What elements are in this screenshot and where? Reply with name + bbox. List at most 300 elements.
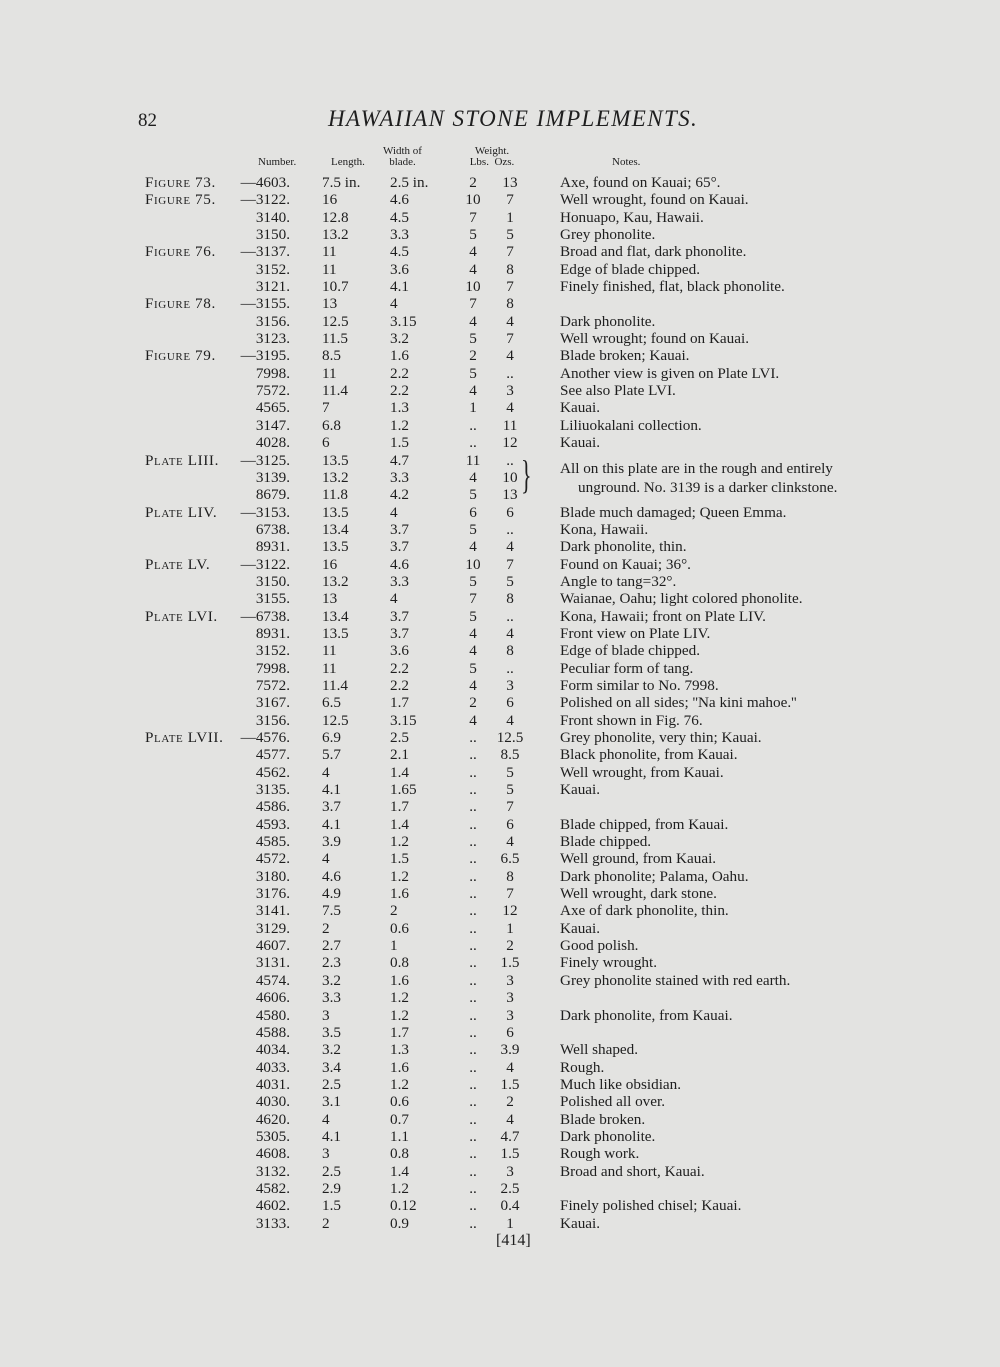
- cell-lbs: 10: [465, 278, 481, 296]
- cell-num: 3121.: [255, 278, 290, 296]
- cell-num: —3155.: [240, 295, 290, 313]
- cell-num: —4603.: [240, 174, 290, 191]
- cell-wid: 1.3: [390, 1041, 409, 1059]
- cell-lbs: ..: [469, 885, 477, 903]
- table-row: [0, 625, 1000, 642]
- table-row: [0, 920, 1000, 937]
- cell-lbs: ..: [469, 416, 477, 434]
- cell-len: 3.3: [322, 989, 341, 1007]
- cell-lbs: ..: [469, 746, 477, 764]
- cell-lbs: 4: [469, 382, 477, 400]
- cell-num: 7998.: [255, 364, 290, 382]
- cell-lbs: 5: [469, 572, 477, 590]
- cell-ozs: 7: [506, 330, 514, 348]
- cell-wid: 4.1: [390, 278, 409, 296]
- cell-wid: 1.7: [390, 694, 409, 712]
- cell-num: 3152.: [255, 260, 290, 278]
- cell-num: 3152.: [255, 642, 290, 660]
- cell-lbs: 5: [469, 226, 477, 244]
- cell-ozs: 5: [506, 781, 514, 799]
- cell-note: Front shown in Fig. 76.: [560, 711, 703, 729]
- cell-num: 4620.: [255, 1110, 290, 1128]
- cell-note: Finely wrought.: [560, 954, 658, 972]
- table-row: [0, 1093, 1000, 1110]
- cell-ozs: 0.4: [500, 1197, 520, 1215]
- cell-note: Kona, Hawaii; front on Plate LIV.: [560, 607, 766, 625]
- cell-note: Blade much damaged; Queen Emma.: [560, 503, 787, 521]
- cell-note: Rough.: [560, 1058, 605, 1076]
- cell-ozs: ..: [506, 451, 514, 469]
- cell-wid: 1.7: [390, 1023, 409, 1041]
- cell-wid: 1.4: [390, 815, 409, 833]
- cell-lbs: ..: [469, 1041, 477, 1059]
- table-row: [0, 694, 1000, 711]
- cell-ozs: 4: [506, 1110, 514, 1128]
- cell-wid: 1.6: [390, 885, 409, 903]
- cell-wid: 1: [390, 937, 398, 955]
- cell-ozs: 2: [506, 1093, 514, 1111]
- cell-ozs: 2: [506, 937, 514, 955]
- cell-num: 3141.: [255, 902, 290, 920]
- table-row: [0, 469, 1000, 486]
- cell-len: 3.2: [322, 971, 341, 989]
- cell-lbs: ..: [469, 902, 477, 920]
- cell-note: Blade chipped, from Kauai.: [560, 815, 729, 833]
- table-row: [0, 764, 1000, 781]
- cell-ozs: 7: [506, 798, 514, 816]
- cell-label: Figure 79.: [145, 347, 216, 365]
- cell-note: Another view is given on Plate LVI.: [560, 364, 780, 382]
- cell-wid: 1.2: [390, 1179, 409, 1197]
- table-row: [0, 538, 1000, 555]
- cell-wid: 2.2: [390, 364, 409, 382]
- cell-num: 4607.: [255, 937, 290, 955]
- cell-len: 3.5: [322, 1023, 341, 1041]
- cell-wid: 4.2: [390, 486, 409, 504]
- cell-ozs: 3: [506, 676, 514, 694]
- cell-num: 3131.: [255, 954, 290, 972]
- table-row: [0, 660, 1000, 677]
- cell-ozs: 1.5: [500, 1145, 520, 1163]
- cell-num: 4030.: [255, 1093, 290, 1111]
- cell-num: 3133.: [255, 1214, 290, 1232]
- cell-num: 6738.: [255, 520, 290, 538]
- cell-note: Well wrought, from Kauai.: [560, 763, 724, 781]
- table-row: [0, 1215, 1000, 1232]
- cell-len: 13.5: [322, 538, 349, 556]
- cell-lbs: 11: [465, 451, 481, 469]
- column-header-ozs: Ozs.: [494, 156, 515, 168]
- cell-lbs: 7: [469, 295, 477, 313]
- cell-ozs: 4: [506, 347, 514, 365]
- cell-len: 4.1: [322, 815, 341, 833]
- cell-num: 4580.: [255, 1006, 290, 1024]
- cell-wid: 3.15: [390, 711, 417, 729]
- cell-ozs: 13: [502, 174, 518, 191]
- table-row: [0, 243, 1000, 260]
- cell-ozs: 1: [506, 1214, 514, 1232]
- cell-wid: 3.7: [390, 538, 409, 556]
- cell-num: 3167.: [255, 694, 290, 712]
- cell-num: 3176.: [255, 885, 290, 903]
- cell-num: 4588.: [255, 1023, 290, 1041]
- cell-ozs: 3: [506, 1006, 514, 1024]
- cell-label: Figure 78.: [145, 295, 216, 313]
- cell-len: 4: [322, 763, 330, 781]
- cell-len: 11.4: [322, 676, 349, 694]
- cell-len: 2.9: [322, 1179, 341, 1197]
- table-row: [0, 261, 1000, 278]
- table-row: [0, 434, 1000, 451]
- cell-wid: 1.2: [390, 867, 409, 885]
- table-row: [0, 399, 1000, 416]
- cell-lbs: 10: [465, 191, 481, 209]
- cell-ozs: 7: [506, 885, 514, 903]
- cell-len: 11: [322, 260, 337, 278]
- table-row: [0, 209, 1000, 226]
- cell-wid: 4: [390, 590, 398, 608]
- cell-num: 8931.: [255, 538, 290, 556]
- cell-ozs: 4.7: [500, 1127, 520, 1145]
- cell-lbs: 1: [469, 399, 477, 417]
- cell-wid: 0.6: [390, 919, 409, 937]
- cell-note: Well wrought, found on Kauai.: [560, 191, 749, 209]
- cell-wid: 1.6: [390, 1058, 409, 1076]
- cell-wid: 3.6: [390, 260, 409, 278]
- cell-lbs: 6: [469, 503, 477, 521]
- table-row: [0, 452, 1000, 469]
- cell-wid: 3.3: [390, 468, 409, 486]
- cell-ozs: 11: [502, 416, 518, 434]
- cell-lbs: ..: [469, 1023, 477, 1041]
- cell-ozs: 8.5: [500, 746, 520, 764]
- cell-ozs: 4: [506, 399, 514, 417]
- cell-ozs: 7: [506, 278, 514, 296]
- cell-note: Finely finished, flat, black phonolite.: [560, 278, 785, 296]
- table-row: [0, 313, 1000, 330]
- cell-ozs: 12: [502, 434, 518, 452]
- cell-num: 7572.: [255, 382, 290, 400]
- cell-len: 2.3: [322, 954, 341, 972]
- cell-note: Black phonolite, from Kauai.: [560, 746, 738, 764]
- cell-note: Angle to tang=32°.: [560, 572, 677, 590]
- cell-label: Plate LIV.: [145, 503, 218, 521]
- table-row: [0, 642, 1000, 659]
- cell-lbs: 5: [469, 364, 477, 382]
- cell-lbs: ..: [469, 798, 477, 816]
- cell-wid: 0.6: [390, 1093, 409, 1111]
- table-row: [0, 972, 1000, 989]
- cell-wid: 1.5: [390, 850, 409, 868]
- cell-ozs: 3: [506, 971, 514, 989]
- cell-lbs: ..: [469, 833, 477, 851]
- cell-ozs: 13: [502, 486, 518, 504]
- cell-len: 6.9: [322, 729, 341, 746]
- cell-len: 13.5: [322, 624, 349, 642]
- table-row: [0, 1007, 1000, 1024]
- cell-len: 16: [322, 555, 338, 573]
- plate-liii-brace: }: [521, 452, 532, 497]
- table-row: [0, 295, 1000, 312]
- cell-ozs: ..: [506, 520, 514, 538]
- cell-note: Polished all over.: [560, 1093, 666, 1111]
- cell-note: See also Plate LVI.: [560, 382, 676, 400]
- cell-len: 4.6: [322, 867, 341, 885]
- table-row: [0, 781, 1000, 798]
- cell-len: 3.9: [322, 833, 341, 851]
- cell-num: 4582.: [255, 1179, 290, 1197]
- cell-ozs: 6: [506, 694, 514, 712]
- cell-wid: 2.2: [390, 676, 409, 694]
- cell-ozs: 2.5: [500, 1179, 520, 1197]
- cell-num: 3147.: [255, 416, 290, 434]
- cell-note: Well ground, from Kauai.: [560, 850, 717, 868]
- cell-len: 11: [322, 364, 337, 382]
- cell-len: 11.8: [322, 486, 349, 504]
- table-row: [0, 556, 1000, 573]
- cell-label: Plate LIII.: [145, 451, 219, 469]
- cell-lbs: 5: [469, 607, 477, 625]
- cell-len: 13.2: [322, 468, 349, 486]
- cell-wid: 4.5: [390, 243, 409, 261]
- cell-len: 4: [322, 1110, 330, 1128]
- cell-note: Honuapo, Kau, Hawaii.: [560, 208, 704, 226]
- cell-wid: 1.2: [390, 833, 409, 851]
- cell-len: 2: [322, 1214, 330, 1232]
- column-header-weight: Weight. Lbs. Ozs.: [469, 145, 515, 168]
- cell-ozs: 4: [506, 833, 514, 851]
- cell-wid: 4.5: [390, 208, 409, 226]
- cell-ozs: 8: [506, 642, 514, 660]
- column-header-number: Number.: [258, 156, 297, 168]
- cell-len: 7.5 in.: [322, 174, 361, 191]
- cell-num: 8679.: [255, 486, 290, 504]
- cell-num: 3156.: [255, 312, 290, 330]
- table-row: [0, 504, 1000, 521]
- cell-len: 2.5: [322, 1075, 341, 1093]
- table-row: [0, 798, 1000, 815]
- cell-num: —4576.: [240, 729, 290, 746]
- cell-ozs: ..: [506, 659, 514, 677]
- cell-num: 3129.: [255, 919, 290, 937]
- cell-ozs: 6.5: [500, 850, 520, 868]
- cell-lbs: ..: [469, 781, 477, 799]
- cell-num: 7572.: [255, 676, 290, 694]
- cell-len: 16: [322, 191, 338, 209]
- cell-len: 13: [322, 295, 338, 313]
- cell-lbs: ..: [469, 867, 477, 885]
- table-row: [0, 486, 1000, 503]
- cell-note: Liliuokalani collection.: [560, 416, 702, 434]
- cell-num: 3132.: [255, 1162, 290, 1180]
- cell-num: 3156.: [255, 711, 290, 729]
- table-row: [0, 816, 1000, 833]
- cell-lbs: 4: [469, 243, 477, 261]
- cell-len: 8.5: [322, 347, 341, 365]
- cell-note: Blade broken; Kauai.: [560, 347, 690, 365]
- cell-len: 13.2: [322, 226, 349, 244]
- table-row: [0, 729, 1000, 746]
- cell-note: Blade broken.: [560, 1110, 646, 1128]
- table-row: [0, 330, 1000, 347]
- cell-lbs: 5: [469, 520, 477, 538]
- table-row: [0, 1076, 1000, 1093]
- column-header-length: Length.: [331, 156, 365, 168]
- cell-len: 13.4: [322, 520, 349, 538]
- cell-note: Dark phonolite, from Kauai.: [560, 1006, 733, 1024]
- cell-lbs: ..: [469, 815, 477, 833]
- cell-lbs: ..: [469, 850, 477, 868]
- cell-note: Grey phonolite stained with red earth.: [560, 971, 791, 989]
- cell-wid: 2: [390, 902, 398, 920]
- cell-ozs: 7: [506, 191, 514, 209]
- cell-note: Rough work.: [560, 1145, 640, 1163]
- cell-ozs: 6: [506, 503, 514, 521]
- cell-num: 4562.: [255, 763, 290, 781]
- table-row: [0, 677, 1000, 694]
- cell-len: 11: [322, 243, 337, 261]
- cell-wid: 1.2: [390, 416, 409, 434]
- cell-wid: 1.6: [390, 971, 409, 989]
- cell-len: 3.2: [322, 1041, 341, 1059]
- cell-lbs: 4: [469, 260, 477, 278]
- cell-note: Well wrought; found on Kauai.: [560, 330, 750, 348]
- cell-note: Dark phonolite, thin.: [560, 538, 687, 556]
- cell-ozs: 3: [506, 989, 514, 1007]
- cell-label: Figure 73.: [145, 174, 216, 191]
- table-row: [0, 954, 1000, 971]
- cell-lbs: 4: [469, 624, 477, 642]
- cell-lbs: ..: [469, 1058, 477, 1076]
- cell-num: 4572.: [255, 850, 290, 868]
- cell-len: 3: [322, 1006, 330, 1024]
- cell-lbs: 4: [469, 711, 477, 729]
- cell-label: Plate LVII.: [145, 729, 224, 746]
- table-row: [0, 1128, 1000, 1145]
- cell-len: 7.5: [322, 902, 341, 920]
- cell-num: —3122.: [240, 555, 290, 573]
- cell-num: 4028.: [255, 434, 290, 452]
- table-row: [0, 1197, 1000, 1214]
- cell-note: Kauai.: [560, 919, 601, 937]
- cell-wid: 1.4: [390, 1162, 409, 1180]
- cell-lbs: ..: [469, 971, 477, 989]
- cell-wid: 0.12: [390, 1197, 417, 1215]
- cell-ozs: 4: [506, 624, 514, 642]
- cell-wid: 3.2: [390, 330, 409, 348]
- cell-num: 3140.: [255, 208, 290, 226]
- cell-len: 4: [322, 850, 330, 868]
- cell-ozs: 1: [506, 919, 514, 937]
- cell-lbs: 2: [469, 347, 477, 365]
- cell-lbs: ..: [469, 954, 477, 972]
- cell-num: 3150.: [255, 572, 290, 590]
- cell-ozs: 4: [506, 711, 514, 729]
- cell-num: 4606.: [255, 989, 290, 1007]
- table-row: [0, 1180, 1000, 1197]
- cell-note: Kauai.: [560, 399, 601, 417]
- table-row: [0, 1145, 1000, 1162]
- table-row: [0, 278, 1000, 295]
- cell-lbs: ..: [469, 1075, 477, 1093]
- cell-lbs: 4: [469, 468, 477, 486]
- cell-lbs: 4: [469, 676, 477, 694]
- cell-wid: 2.1: [390, 746, 409, 764]
- cell-num: —6738.: [240, 607, 290, 625]
- cell-ozs: 1.5: [500, 1075, 520, 1093]
- table-row: [0, 712, 1000, 729]
- cell-num: 8931.: [255, 624, 290, 642]
- cell-wid: 1.65: [390, 781, 417, 799]
- cell-label: Figure 75.: [145, 191, 216, 209]
- cell-note: Grey phonolite, very thin; Kauai.: [560, 729, 762, 746]
- cell-wid: 3.7: [390, 607, 409, 625]
- cell-len: 6.5: [322, 694, 341, 712]
- cell-note: Axe of dark phonolite, thin.: [560, 902, 729, 920]
- table-row: [0, 1024, 1000, 1041]
- cell-num: 4608.: [255, 1145, 290, 1163]
- cell-len: 1.5: [322, 1197, 341, 1215]
- cell-note: Waianae, Oahu; light colored phonolite.: [560, 590, 803, 608]
- cell-wid: 1.2: [390, 989, 409, 1007]
- cell-lbs: ..: [469, 1093, 477, 1111]
- cell-lbs: ..: [469, 1162, 477, 1180]
- cell-num: 3135.: [255, 781, 290, 799]
- cell-label: Figure 76.: [145, 243, 216, 261]
- cell-wid: 3.3: [390, 572, 409, 590]
- cell-ozs: 4: [506, 312, 514, 330]
- cell-note: Polished on all sides; ''Na kini mahoe.'': [560, 694, 797, 712]
- cell-note: Kauai.: [560, 1214, 601, 1232]
- table-row: [0, 382, 1000, 399]
- cell-ozs: 10: [502, 468, 518, 486]
- cell-label: Plate LVI.: [145, 607, 218, 625]
- cell-lbs: 5: [469, 659, 477, 677]
- cell-lbs: ..: [469, 919, 477, 937]
- cell-num: 4031.: [255, 1075, 290, 1093]
- cell-num: 7998.: [255, 659, 290, 677]
- cell-ozs: 6: [506, 1023, 514, 1041]
- cell-ozs: 6: [506, 815, 514, 833]
- cell-note: Good polish.: [560, 937, 639, 955]
- cell-len: 12.5: [322, 312, 349, 330]
- cell-label: Plate LV.: [145, 555, 211, 573]
- cell-lbs: 7: [469, 208, 477, 226]
- cell-lbs: ..: [469, 434, 477, 452]
- cell-wid: 3.15: [390, 312, 417, 330]
- cell-len: 12.8: [322, 208, 349, 226]
- cell-lbs: ..: [469, 989, 477, 1007]
- cell-len: 7: [322, 399, 330, 417]
- cell-note: Edge of blade chipped.: [560, 642, 701, 660]
- cell-wid: 4: [390, 503, 398, 521]
- cell-num: —3137.: [240, 243, 290, 261]
- cell-len: 6: [322, 434, 330, 452]
- cell-ozs: 3.9: [500, 1041, 520, 1059]
- cell-note: Form similar to No. 7998.: [560, 676, 719, 694]
- cell-note: Finely polished chisel; Kauai.: [560, 1197, 742, 1215]
- cell-num: 4593.: [255, 815, 290, 833]
- cell-wid: 3.6: [390, 642, 409, 660]
- cell-note: Kauai.: [560, 434, 601, 452]
- column-header-lbs: Lbs.: [469, 156, 489, 168]
- cell-lbs: 7: [469, 590, 477, 608]
- cell-wid: 0.8: [390, 954, 409, 972]
- cell-len: 2.7: [322, 937, 341, 955]
- cell-lbs: 4: [469, 642, 477, 660]
- cell-ozs: 5: [506, 572, 514, 590]
- cell-len: 3.7: [322, 798, 341, 816]
